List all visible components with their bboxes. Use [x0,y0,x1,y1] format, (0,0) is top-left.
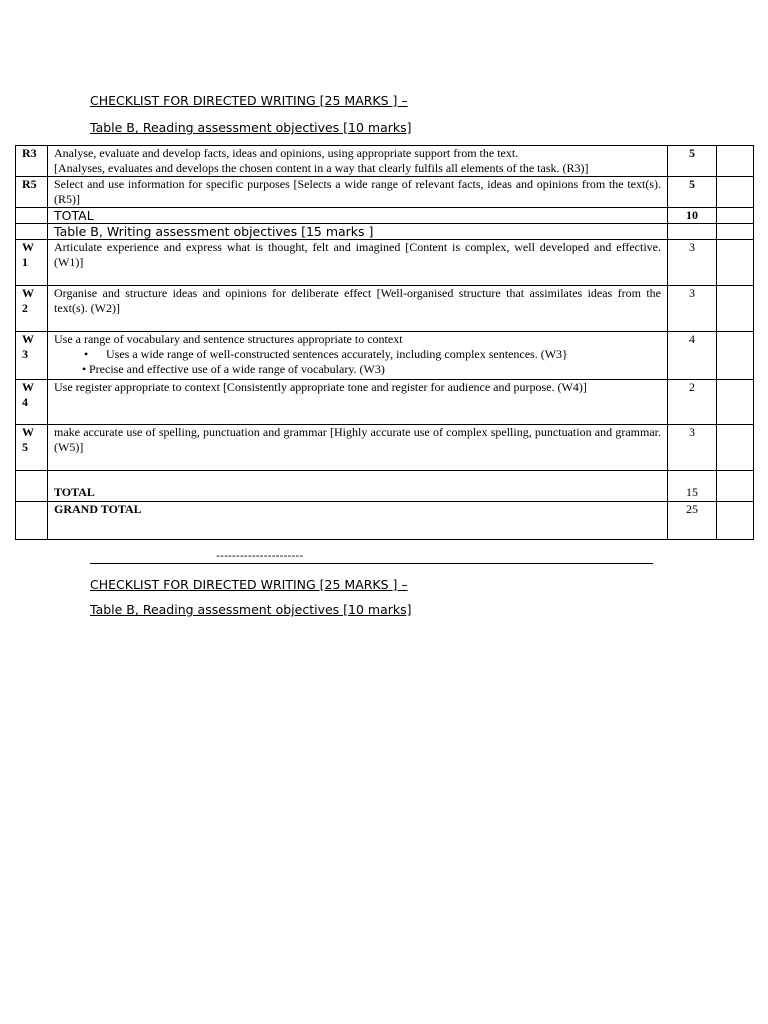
mark-value: 2 [668,380,717,425]
reading-total-label: TOTAL [48,208,668,224]
grand-total-label: GRAND TOTAL [48,502,668,540]
objective-intro: Use a range of vocabulary and sentence structures appropriate to context [54,332,403,346]
objective-code: W 2 [16,286,48,332]
score-cell [717,425,754,471]
separator-dashes: ---------------------- [216,549,304,562]
mark-value: 3 [668,425,717,471]
table-row-w5 [16,425,754,471]
score-cell [717,224,754,240]
table-row-w2 [16,286,754,332]
reading-total-value: 10 [668,208,717,224]
table-row-w3 [16,332,754,380]
objective-description-line: [Analyses, evaluates and develops the chosen content in a way that clearly fulfils all elements of the task. (R3)] [54,161,589,175]
score-cell [717,380,754,425]
objective-code: W 4 [16,380,48,425]
objective-code: W 5 [16,425,48,471]
writing-total-label: TOTAL [48,471,668,502]
list-item: • Precise and effective use of a wide range of vocabulary. (W3) [54,362,661,377]
table-row-writing-total [16,471,754,502]
mark-value: 5 [668,177,717,208]
score-cell [717,208,754,224]
score-cell [717,146,754,177]
table-row-r3 [16,146,754,177]
objective-code: R3 [16,146,48,177]
score-cell [717,286,754,332]
objective-description: Articulate experience and express what is thought, felt and imagined [Content is complex, well developed and effective. (W1)] [48,240,668,286]
table-row-grand-total [16,502,754,540]
writing-objectives-subheading: Table B, Writing assessment objectives [15 marks ] [48,224,668,240]
objective-code: W 1 [16,240,48,286]
table-row-writing-header [16,224,754,240]
mark-value: 3 [668,240,717,286]
checklist-heading: CHECKLIST FOR DIRECTED WRITING [25 MARKS ] – [90,93,408,108]
objective-description [48,332,668,380]
checklist-heading-repeat: CHECKLIST FOR DIRECTED WRITING [25 MARKS ] – [90,577,408,592]
mark-value: 5 [668,146,717,177]
score-cell [717,332,754,380]
reading-objectives-subheading-repeat: Table B, Reading assessment objectives [10 marks] [90,602,412,617]
list-item: • Uses a wide range of well-constructed sentences accurately, including complex sentences. (W3} [54,347,661,362]
table-row-w4 [16,380,754,425]
score-cell [717,240,754,286]
table-row-w1 [16,240,754,286]
reading-objectives-subheading: Table B, Reading assessment objectives [10 marks] [90,120,412,135]
objective-bullet-list [54,347,661,377]
writing-total-value: 15 [668,471,717,502]
score-cell [717,502,754,540]
objective-description: Use register appropriate to context [Consistently appropriate tone and register for audience and purpose. (W4)] [48,380,668,425]
objective-description: Select and use information for specific purposes [Selects a wide range of relevant facts, ideas and opinions from the text(s). (R5)] [48,177,668,208]
table-row-reading-total [16,208,754,224]
table-row-r5 [16,177,754,208]
score-cell [717,177,754,208]
mark-value: 3 [668,286,717,332]
grand-total-value: 25 [668,502,717,540]
objective-code: R5 [16,177,48,208]
mark-value: 4 [668,332,717,380]
assessment-checklist-table [15,145,754,540]
objective-description [48,146,668,177]
objective-description-line: Analyse, evaluate and develop facts, ideas and opinions, using appropriate support from the text. [54,146,519,160]
objective-description: make accurate use of spelling, punctuation and grammar [Highly accurate use of complex spelling, punctuation and grammar. (W5)] [48,425,668,471]
score-cell [717,471,754,502]
objective-code: W 3 [16,332,48,380]
separator-line [90,563,653,564]
objective-description: Organise and structure ideas and opinions for deliberate effect [Well-organised structure that assimilates ideas from the text(s). (W2)] [48,286,668,332]
